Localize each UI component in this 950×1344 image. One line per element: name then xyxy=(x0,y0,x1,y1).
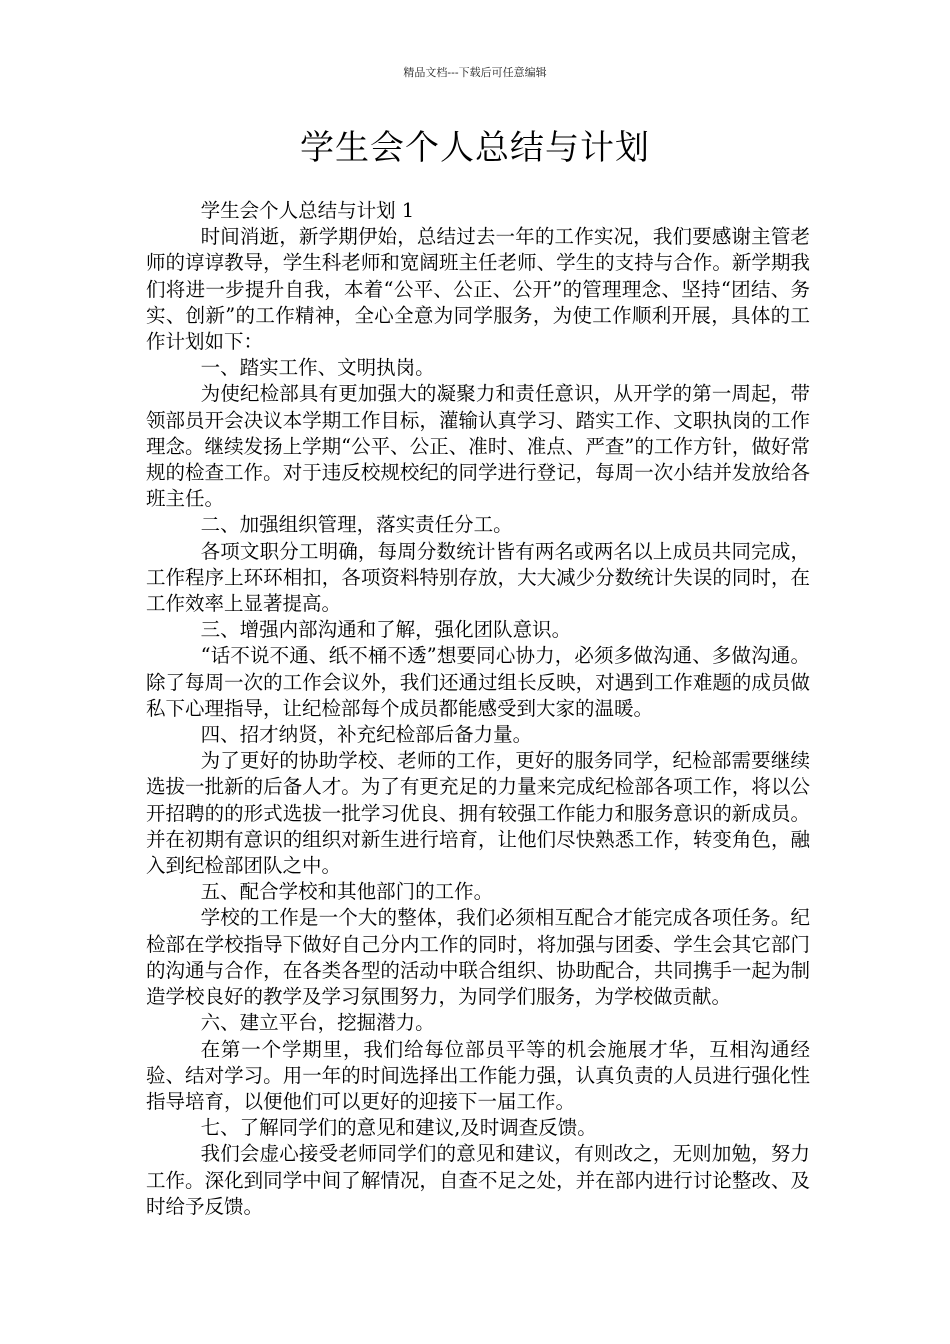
section-heading-6: 六、建立平台，挖掘潜力。 xyxy=(200,1011,435,1035)
section-heading-1: 一、踏实工作、文明执岗。 xyxy=(200,356,435,380)
paragraph-2: 各项文职分工明确，每周分数统计皆有两名或两名以上成员共同完成，工作程序上环环相扣，各项资料特别存放，大大减少分数统计失误的同时，在工作效率上显著提高。 xyxy=(146,539,810,616)
section-heading-3: 三、增强内部沟通和了解，强化团队意识。 xyxy=(200,618,572,642)
section-heading-4: 四、招才纳贤，补充纪检部后备力量。 xyxy=(200,723,533,747)
paragraph-3: “话不说不通、纸不桶不透”想要同心协力，必须多做沟通、多做沟通。除了每周一次的工作会议外，我们还通过组长反映，对遇到工作难题的成员做私下心理指导，让纪检部每个成员都能感受到大家的温暖。 xyxy=(146,644,810,720)
paragraph-4: 为了更好的协助学校、老师的工作，更好的服务同学，纪检部需要继续选拔一批新的后备人才。为了有更充足的力量来完成纪检部各项工作，将以公开招聘的的形式选拔一批学习优良、拥有较强工作能力和服务意识的新成员。并在初期有意识的组织对新生进行培育，让他们尽快熟悉工作，转变角色，融入到纪检部团队之中。 xyxy=(146,749,810,878)
section-heading-7: 七、了解同学们的意见和建议,及时调查反馈。 xyxy=(200,1116,597,1140)
paragraph-6: 在第一个学期里，我们给每位部员平等的机会施展才华，互相沟通经验、结对学习。用一年的时间选择出工作能力强，认真负责的人员进行强化性指导培育，以便他们可以更好的迎接下一届工作。 xyxy=(146,1037,810,1113)
paragraph-7: 我们会虚心接受老师同学们的意见和建议，有则改之，无则加勉，努力工作。深化到同学中间了解情况，自查不足之处，并在部内进行讨论整改、及时给予反馈。 xyxy=(146,1142,810,1218)
document-body xyxy=(146,198,810,1220)
document-title: 学生会个人总结与计划 xyxy=(300,128,650,168)
section-heading-2: 二、加强组织管理，落实责任分工。 xyxy=(200,513,513,537)
paragraph-intro: 时间消逝，新学期伊始，总结过去一年的工作实况，我们要感谢主管老师的谆谆教导，学生科老师和宽阔班主任老师、学生的支持与合作。新学期我们将进一步提升自我，本着“公平、公正、公开”的管理理念、坚持“团结、务实、创新”的工作精神，全心全意为同学服务，为使工作顺利开展，具体的工作计划如下： xyxy=(146,225,810,354)
section-heading-5: 五、配合学校和其他部门的工作。 xyxy=(200,880,494,904)
paragraph-1: 为使纪检部具有更加强大的凝聚力和责任意识，从开学的第一周起，带领部员开会决议本学期工作目标，灌输认真学习、踏实工作、文职执岗的工作理念。继续发扬上学期“公平、公正、准时、准点、严查”的工作方针，做好常规的检查工作。对于违反校规校纪的同学进行登记，每周一次小结并发放给各班主任。 xyxy=(146,382,810,511)
paragraph-5: 学校的工作是一个大的整体，我们必须相互配合才能完成各项任务。纪检部在学校指导下做好自己分内工作的同时，将加强与团委、学生会其它部门的沟通与合作，在各类各型的活动中联合组织、协助配合，共同携手一起为制造学校良好的教学及学习氛围努力，为同学们服务，为学校做贡献。 xyxy=(146,906,810,1009)
page-header-note: 精品文档---下载后可任意编辑 xyxy=(403,66,547,79)
section-subtitle: 学生会个人总结与计划 1 xyxy=(200,199,415,222)
